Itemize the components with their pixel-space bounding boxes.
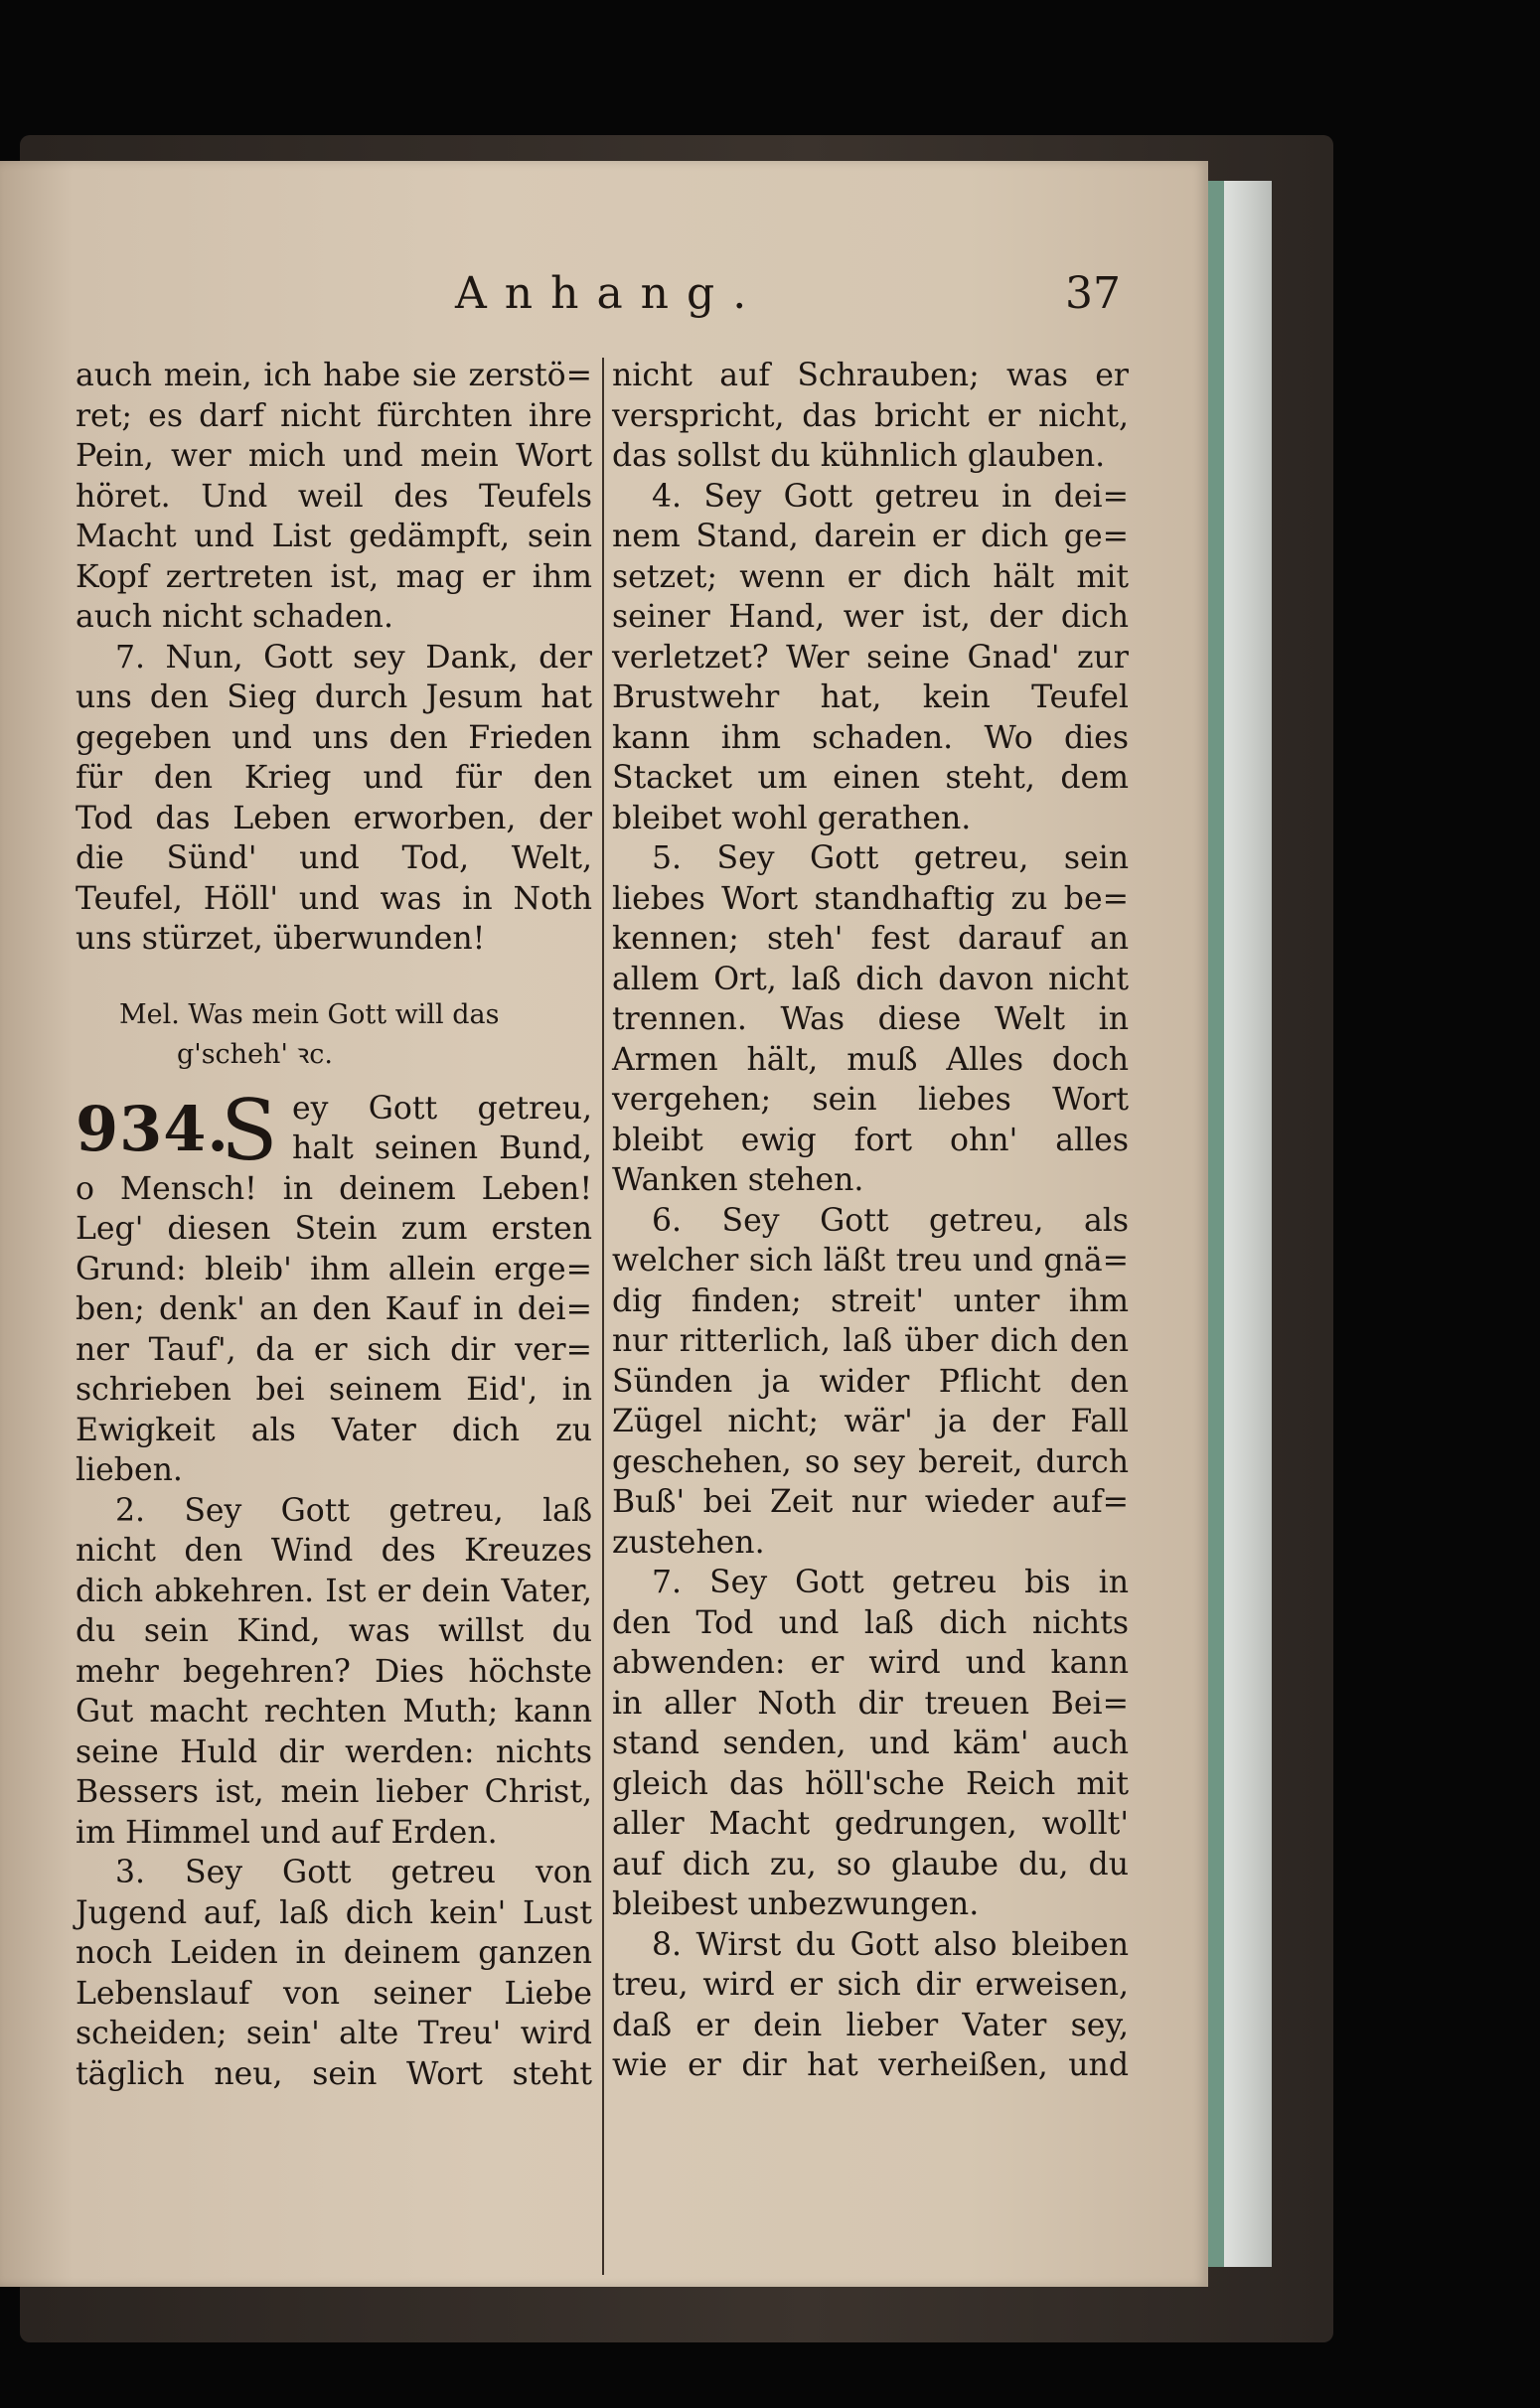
text-line: Buß' bei Zeit nur wieder auf= <box>612 1484 1129 1520</box>
text-line: auch mein, ich habe sie zerstö= <box>76 358 592 393</box>
text-line: Bessers ist, mein lieber Christ, <box>76 1774 592 1810</box>
running-title: Anhang. <box>455 268 765 319</box>
text-line: Leg' diesen Stein zum ersten <box>76 1211 592 1247</box>
spacer <box>76 960 592 995</box>
verse-start-line: 5. Sey Gott getreu, sein <box>652 840 1129 876</box>
text-line: vergehen; sein liebes Wort <box>612 1082 1129 1118</box>
text-line: bleibet wohl gerathen. <box>612 800 972 836</box>
hymn-first-lines <box>292 1089 592 1169</box>
text-line: Zügel nicht; wär' ja der Fall <box>612 1404 1129 1439</box>
text-line: Armen hält, muß Alles doch <box>612 1041 1129 1078</box>
right-column <box>612 356 1129 2086</box>
text-line: geschehen, so sey bereit, durch <box>612 1443 1129 1480</box>
text-line: bleibest unbezwungen. <box>612 1886 980 1922</box>
text-line: Stacket um einen steht, dem <box>612 760 1129 796</box>
text-line: lieben. <box>76 1452 183 1488</box>
text-line: dig finden; streit' unter ihm <box>612 1282 1129 1319</box>
text-line: bleibt ewig fort ohn' alles <box>612 1122 1129 1158</box>
verse-start-line: 4. Sey Gott getreu in dei= <box>652 478 1129 515</box>
text-line: im Himmel und auf Erden. <box>76 1814 498 1851</box>
text-line: verspricht, das bricht er nicht, <box>612 397 1129 434</box>
text-line: ben; denk' an den Kauf in dei= <box>76 1291 592 1327</box>
text-line: welcher sich läßt treu und gnä= <box>612 1243 1129 1279</box>
text-line: noch Leiden in deinem ganzen <box>76 1935 592 1971</box>
text-line: abwenden: er wird und kann <box>612 1645 1129 1681</box>
book-page <box>0 161 1208 2287</box>
text-line: Ewigkeit als Vater dich zu <box>76 1412 592 1448</box>
text-line: die Sünd' und Tod, Welt, <box>76 840 592 876</box>
text-line: für den Krieg und für den <box>76 760 592 796</box>
page-number: 37 <box>1065 268 1121 319</box>
text-line: nicht auf Schrauben; was er <box>612 358 1129 393</box>
text-line: treu, wird er sich dir erweisen, <box>612 1967 1129 2003</box>
verse-start-line: 3. Sey Gott getreu von <box>115 1855 592 1890</box>
text-line: o Mensch! in deinem Leben! <box>76 1170 592 1207</box>
text-line: auch nicht schaden. <box>76 599 393 635</box>
hymn-heading <box>76 1081 592 1179</box>
text-line: höret. Und weil des Teufels <box>76 478 592 515</box>
column-divider <box>602 358 604 2275</box>
text-line: allem Ort, laß dich davon nicht <box>612 961 1129 997</box>
text-line: Wanken stehen. <box>612 1162 864 1198</box>
text-line: täglich neu, sein Wort steht <box>76 2055 592 2092</box>
melody-note <box>76 995 592 1075</box>
text-line: den Tod und laß dich nichts <box>612 1604 1129 1641</box>
text-line: halt seinen Bund, <box>292 1130 592 1166</box>
text-line: mehr begehren? Dies höchste <box>76 1653 592 1690</box>
text-line: Grund: bleib' ihm allein erge= <box>76 1251 592 1287</box>
text-line: seine Huld dir werden: nichts <box>76 1733 592 1770</box>
text-line: aller Macht gedrungen, wollt' <box>612 1806 1129 1842</box>
text-line: Jugend auf, laß dich kein' Lust <box>76 1894 592 1931</box>
text-line: liebes Wort standhaftig zu be= <box>612 880 1129 917</box>
text-line: nur ritterlich, laß über dich den <box>612 1323 1129 1359</box>
text-line: Pein, wer mich und mein Wort <box>76 438 592 474</box>
text-line: kennen; steh' fest darauf an <box>612 921 1129 957</box>
text-line: seiner Hand, wer ist, der dich <box>612 599 1129 635</box>
text-line: wie er dir hat verheißen, und <box>612 2047 1129 2083</box>
text-line: gleich das höll'sche Reich mit <box>612 1765 1129 1802</box>
text-line: Tod das Leben erworben, der <box>76 800 592 836</box>
text-line: Sünden ja wider Pflicht den <box>612 1363 1129 1400</box>
text-line: trennen. Was diese Welt in <box>612 1001 1129 1037</box>
text-line: Kopf zertreten ist, mag er ihm <box>76 558 592 595</box>
text-line: stand senden, und käm' auch <box>612 1726 1129 1761</box>
text-line: zustehen. <box>612 1524 765 1561</box>
text-line: auf dich zu, so glaube du, du <box>612 1846 1129 1882</box>
left-column <box>76 356 592 2094</box>
text-line: Teufel, Höll' und was in Noth <box>76 880 592 917</box>
text-line: verletzet? Wer seine Gnad' zur <box>612 639 1129 676</box>
page-header <box>0 268 1208 328</box>
text-line: du sein Kind, was willst du <box>76 1613 592 1649</box>
verse-start-line: 2. Sey Gott getreu, laß <box>115 1492 592 1529</box>
text-line: Lebenslauf von seiner Liebe <box>76 1975 592 2012</box>
melody-line: g'scheh' ꝛc. <box>177 1038 333 1070</box>
text-line: uns den Sieg durch Jesum hat <box>76 679 592 715</box>
melody-line: Mel. Was mein Gott will das <box>119 998 500 1030</box>
text-line: ner Tauf', da er sich dir ver= <box>76 1331 592 1368</box>
text-line: kann ihm schaden. Wo dies <box>612 719 1129 756</box>
text-line: Gut macht rechten Muth; kann <box>76 1694 592 1730</box>
text-line: daß er dein lieber Vater sey, <box>612 2007 1129 2043</box>
verse-start-line: 6. Sey Gott getreu, als <box>652 1202 1129 1239</box>
verse-start-line: 8. Wirst du Gott also bleiben <box>652 1926 1129 1963</box>
text-line: in aller Noth dir treuen Bei= <box>612 1685 1129 1722</box>
text-line: dich abkehren. Ist er dein Vater, <box>76 1573 592 1609</box>
text-line: scheiden; sein' alte Treu' wird <box>76 2016 592 2051</box>
page-block-edge <box>1224 181 1272 2267</box>
text-line: Macht und List gedämpft, sein <box>76 519 592 554</box>
text-line: ret; es darf nicht fürchten ihre <box>76 397 592 434</box>
text-line: nem Stand, darein er dich ge= <box>612 519 1129 554</box>
text-line: uns stürzet, überwunden! <box>76 921 486 957</box>
drop-cap-initial: S <box>221 1081 278 1179</box>
verse-start-line: 7. Nun, Gott sey Dank, der <box>115 639 592 676</box>
spacer <box>76 1075 592 1089</box>
text-line: das sollst du kühnlich glauben. <box>612 438 1106 474</box>
text-line: ey Gott getreu, <box>292 1090 592 1127</box>
text-line: setzet; wenn er dich hält mit <box>612 558 1129 595</box>
text-line: gegeben und uns den Frieden <box>76 719 592 756</box>
text-line: Brustwehr hat, kein Teufel <box>612 679 1129 715</box>
text-line: nicht den Wind des Kreuzes <box>76 1533 592 1569</box>
text-line: schrieben bei seinem Eid', in <box>76 1372 592 1408</box>
hymn-number: 934. <box>76 1092 231 1165</box>
verse-start-line: 7. Sey Gott getreu bis in <box>652 1565 1129 1600</box>
